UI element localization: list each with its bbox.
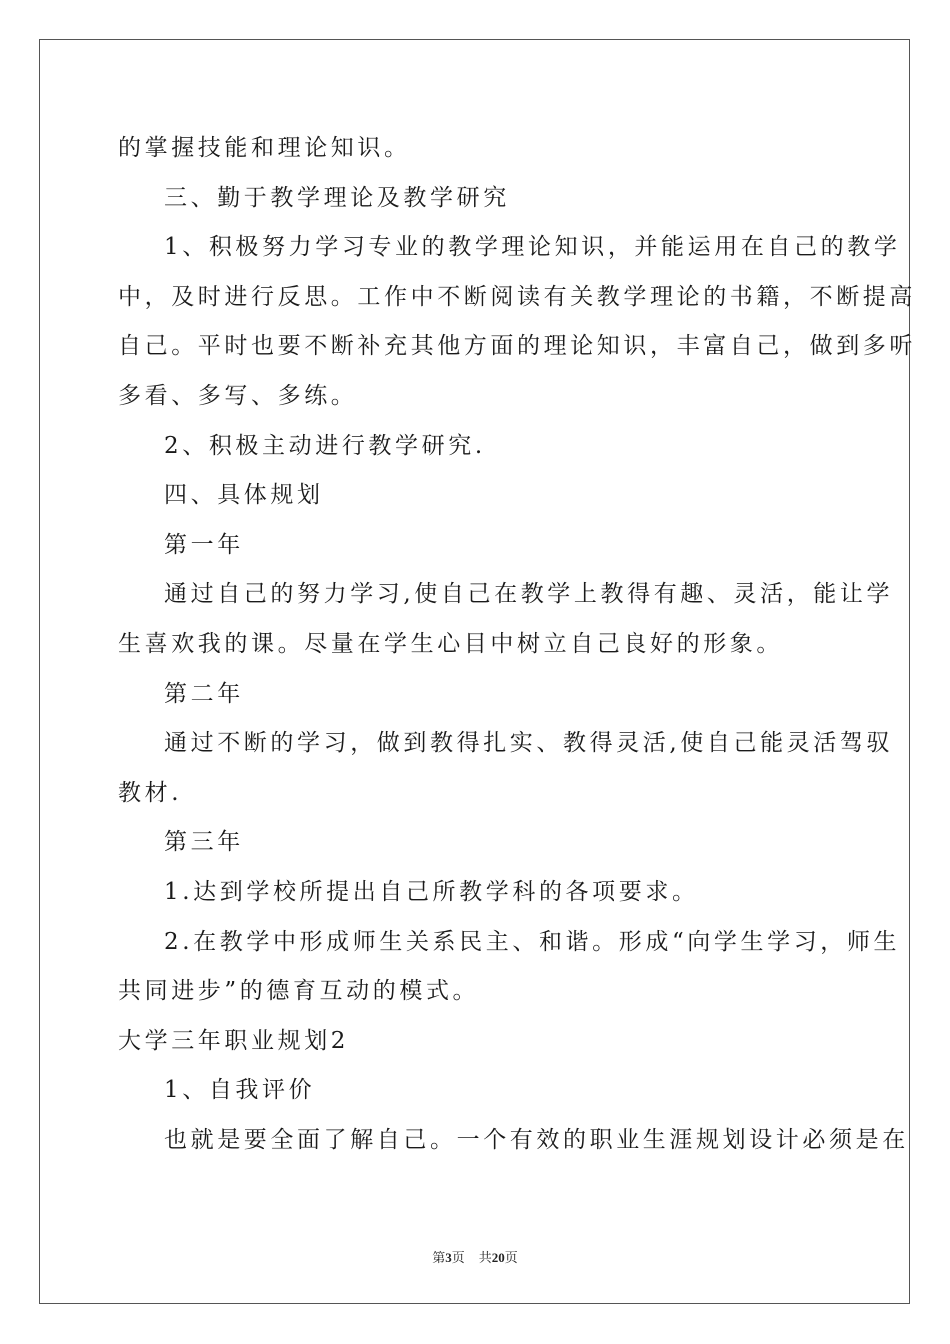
total-page-count: 20 [491, 1250, 505, 1265]
page-prefix: 第 [432, 1250, 446, 1265]
subsection-heading: 第二年 [164, 680, 244, 707]
page-footer [0, 1247, 950, 1266]
paragraph-line: 自己。平时也要不断补充其他方面的理论知识，丰富自己，做到多听 [118, 333, 916, 360]
document-title: 大学三年职业规划2 [118, 1027, 350, 1054]
current-page-number: 3 [445, 1250, 452, 1265]
section-heading: 1、自我评价 [164, 1077, 316, 1104]
paragraph-line: 生喜欢我的课。尽量在学生心目中树立自己良好的形象。 [118, 630, 783, 657]
total-suffix: 页 [504, 1250, 518, 1265]
section-heading: 四、具体规划 [164, 482, 324, 509]
document-body [118, 124, 916, 1165]
page-suffix: 页 [451, 1250, 465, 1265]
paragraph-line: 2.在教学中形成师生关系民主、和谐。形成“向学生学习，师生 [164, 928, 901, 955]
total-prefix: 共 [478, 1250, 492, 1265]
paragraph-line: 1、积极努力学习专业的教学理论知识，并能运用在自己的教学 [164, 234, 901, 261]
paragraph-line: 也就是要全面了解自己。一个有效的职业生涯规划设计必须是在 [164, 1126, 909, 1153]
paragraph-line: 2、积极主动进行教学研究. [164, 432, 486, 459]
paragraph-line: 的掌握技能和理论知识。 [118, 135, 411, 161]
paragraph-line: 通过自己的努力学习,使自己在教学上教得有趣、灵活，能让学 [164, 581, 894, 608]
paragraph-line: 通过不断的学习，做到教得扎实、教得灵活,使自己能灵活驾驭 [164, 730, 894, 757]
subsection-heading: 第三年 [164, 829, 244, 856]
paragraph-line: 中，及时进行反思。工作中不断阅读有关教学理论的书籍，不断提高 [118, 283, 916, 310]
paragraph-line: 1.达到学校所提出自己所教学科的各项要求。 [164, 878, 699, 905]
paragraph-line: 多看、多写、多练。 [118, 382, 358, 409]
paragraph-line: 共同进步”的德育互动的模式。 [118, 978, 480, 1005]
subsection-heading: 第一年 [164, 531, 244, 558]
paragraph-line: 教材. [118, 779, 183, 806]
section-heading: 三、勤于教学理论及教学研究 [164, 184, 510, 211]
